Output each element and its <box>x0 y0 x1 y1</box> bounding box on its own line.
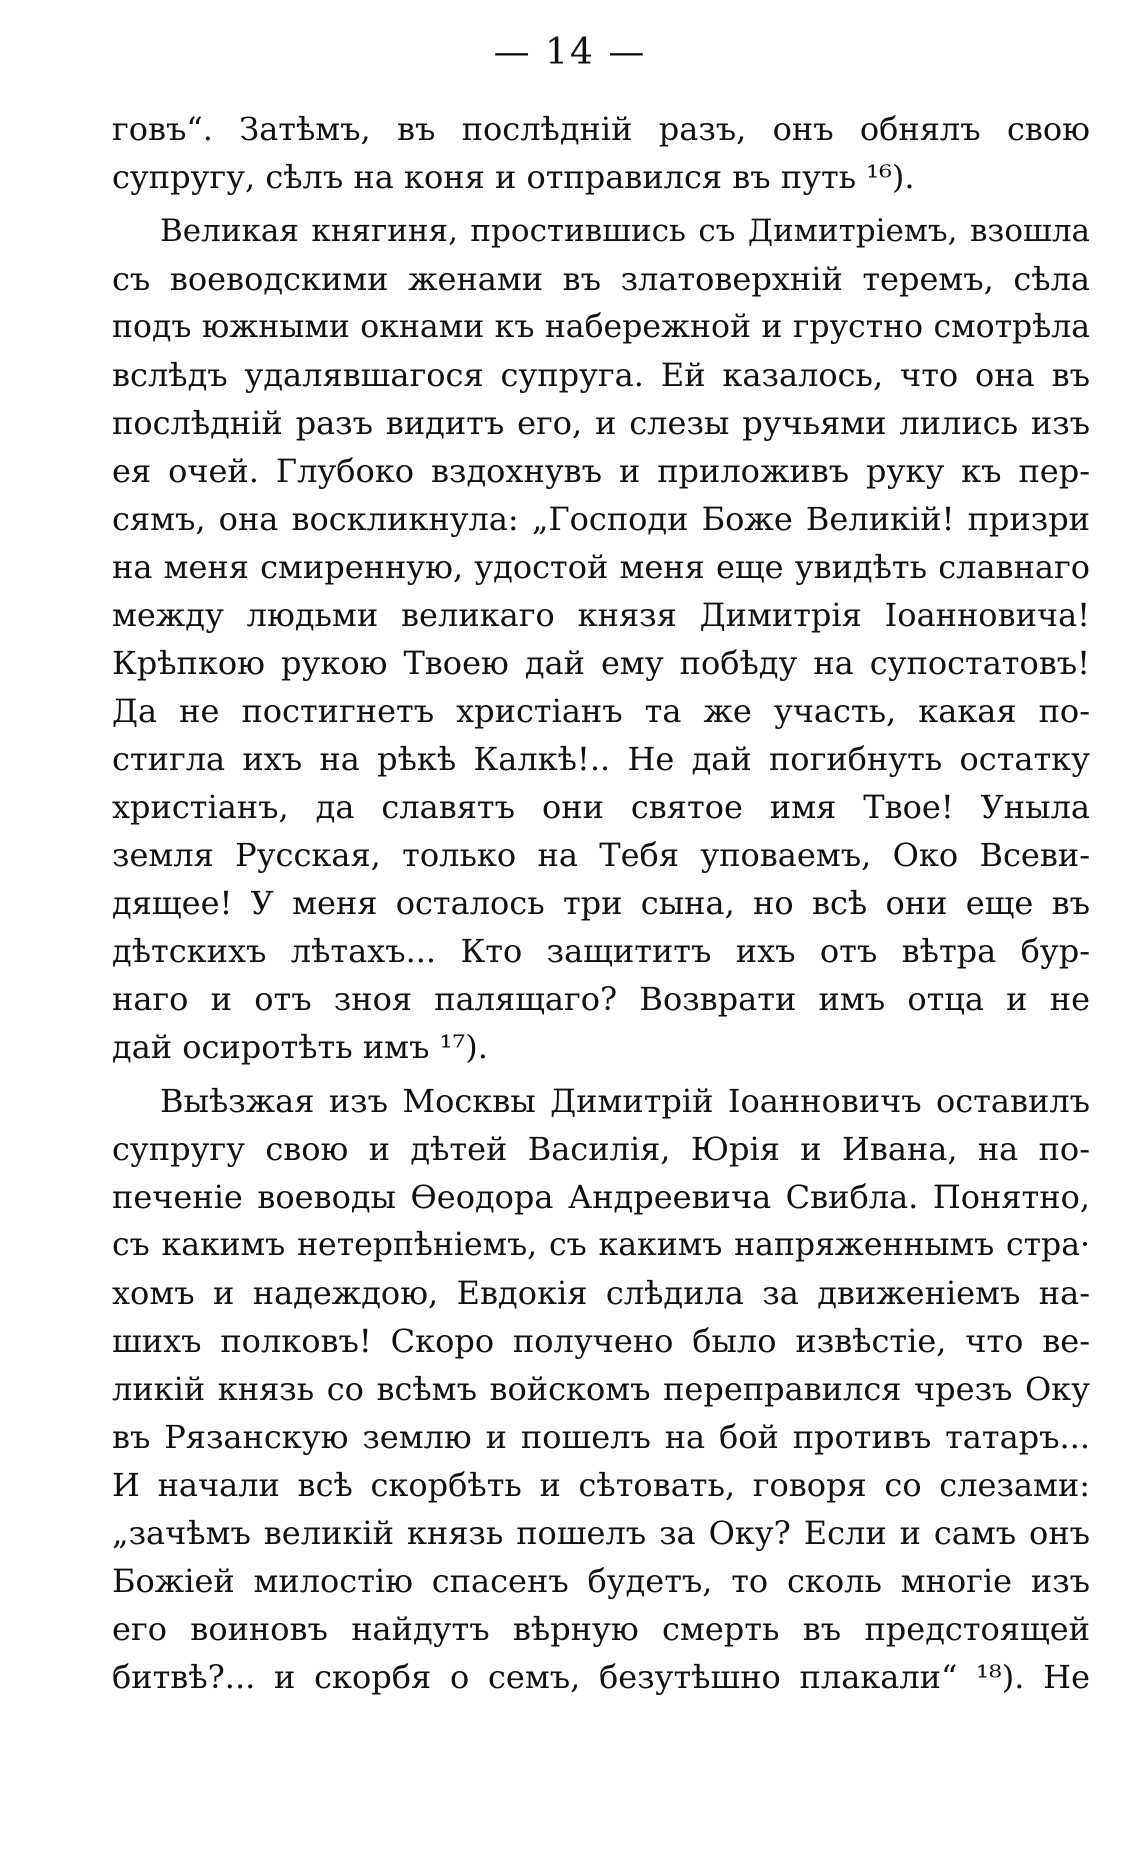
text-line: съ какимъ нетерпѣніемъ, съ какимъ напряженнымъ стра· <box>112 1227 1090 1263</box>
text-line: на меня смиренную, удостой меня еще увидѣть славнаго <box>112 548 1090 586</box>
text-line: дѣтскихъ лѣтахъ... Кто защититъ ихъ отъ вѣтра бур- <box>112 932 1090 970</box>
text-line: сямъ, она воскликнула: „Господи Боже Великій! призри <box>112 500 1090 538</box>
text-line: его воиновъ найдутъ вѣрную смерть въ предстоящей <box>112 1610 1090 1648</box>
text-line: „зачѣмъ великій князь пошелъ за Оку? Если и самъ онъ <box>112 1514 1090 1552</box>
text-line: ея очей. Глубоко вздохнувъ и приложивъ руку къ пер- <box>112 452 1090 490</box>
text-line: шихъ полковъ! Скоро получено было извѣстіе, что ве- <box>112 1322 1090 1360</box>
text-line: хомъ и надеждою, Евдокія слѣдила за движеніемъ на- <box>112 1274 1090 1312</box>
text-line: послѣдній разъ видитъ его, и слезы ручьями лились изъ <box>112 404 1090 442</box>
text-line: И начали всѣ скорбѣть и сѣтовать, говоря со слезами: <box>112 1466 1090 1504</box>
text-line: христіанъ, да славятъ они святое имя Твое! Уныла <box>112 788 1090 826</box>
text-line: Крѣпкою рукою Твоею дай ему побѣду на супостатовъ! <box>112 644 1090 682</box>
page-number: — 14 — <box>493 32 647 73</box>
text-line: битвѣ?... и скорбя о семъ, безутѣшно плакали“ ¹⁸). Не <box>112 1658 1090 1696</box>
text-line: Да не постигнетъ христіанъ та же участь, какая по- <box>112 692 1090 730</box>
text-line: печеніе воеводы Ѳеодора Андреевича Свибла. Понятно, <box>112 1178 1090 1216</box>
text-line: между людьми великаго князя Димитрія Іоанновича! <box>112 596 1090 634</box>
text-line: Выѣзжая изъ Москвы Димитрій Іоанновичъ оставилъ <box>160 1082 1090 1120</box>
text-line: въ Рязанскую землю и пошелъ на бой противъ татаръ... <box>112 1418 1090 1456</box>
text-line: Великая княгиня, простившись съ Димитріемъ, взошла <box>160 213 1090 249</box>
text-line: земля Русская, только на Тебя уповаемъ, Око Всеви- <box>112 836 1090 874</box>
text-line: дящее! У меня осталось три сына, но всѣ они еще въ <box>112 884 1090 922</box>
text-line: Божіей милостію спасенъ будетъ, то сколь многіе изъ <box>112 1562 1090 1600</box>
text-line: говъ“. Затѣмъ, въ послѣдній разъ, онъ обнялъ свою <box>112 110 1090 148</box>
text-line: ликій князь со всѣмъ войскомъ переправился чрезъ Оку <box>112 1370 1090 1408</box>
text-line: супругу, сѣлъ на коня и отправился въ путь ¹⁶). <box>112 158 915 196</box>
text-line: съ воеводскими женами въ златоверхній теремъ, сѣла <box>112 260 1090 298</box>
body-text <box>112 105 1090 1701</box>
text-line: дай осиротѣть имъ ¹⁷). <box>112 1028 488 1066</box>
text-line: вслѣдъ удалявшагося супруга. Ей казалось, что она въ <box>112 356 1090 394</box>
text-line: супругу свою и дѣтей Василія, Юрія и Ивана, на по- <box>112 1130 1090 1168</box>
text-line: стигла ихъ на рѣкѣ Калкѣ!.. Не дай погибнуть остатку <box>112 740 1090 778</box>
text-line: подъ южными окнами къ набережной и грустно смотрѣла <box>112 309 1090 345</box>
text-line: наго и отъ зноя палящаго? Возврати имъ отца и не <box>112 980 1090 1018</box>
